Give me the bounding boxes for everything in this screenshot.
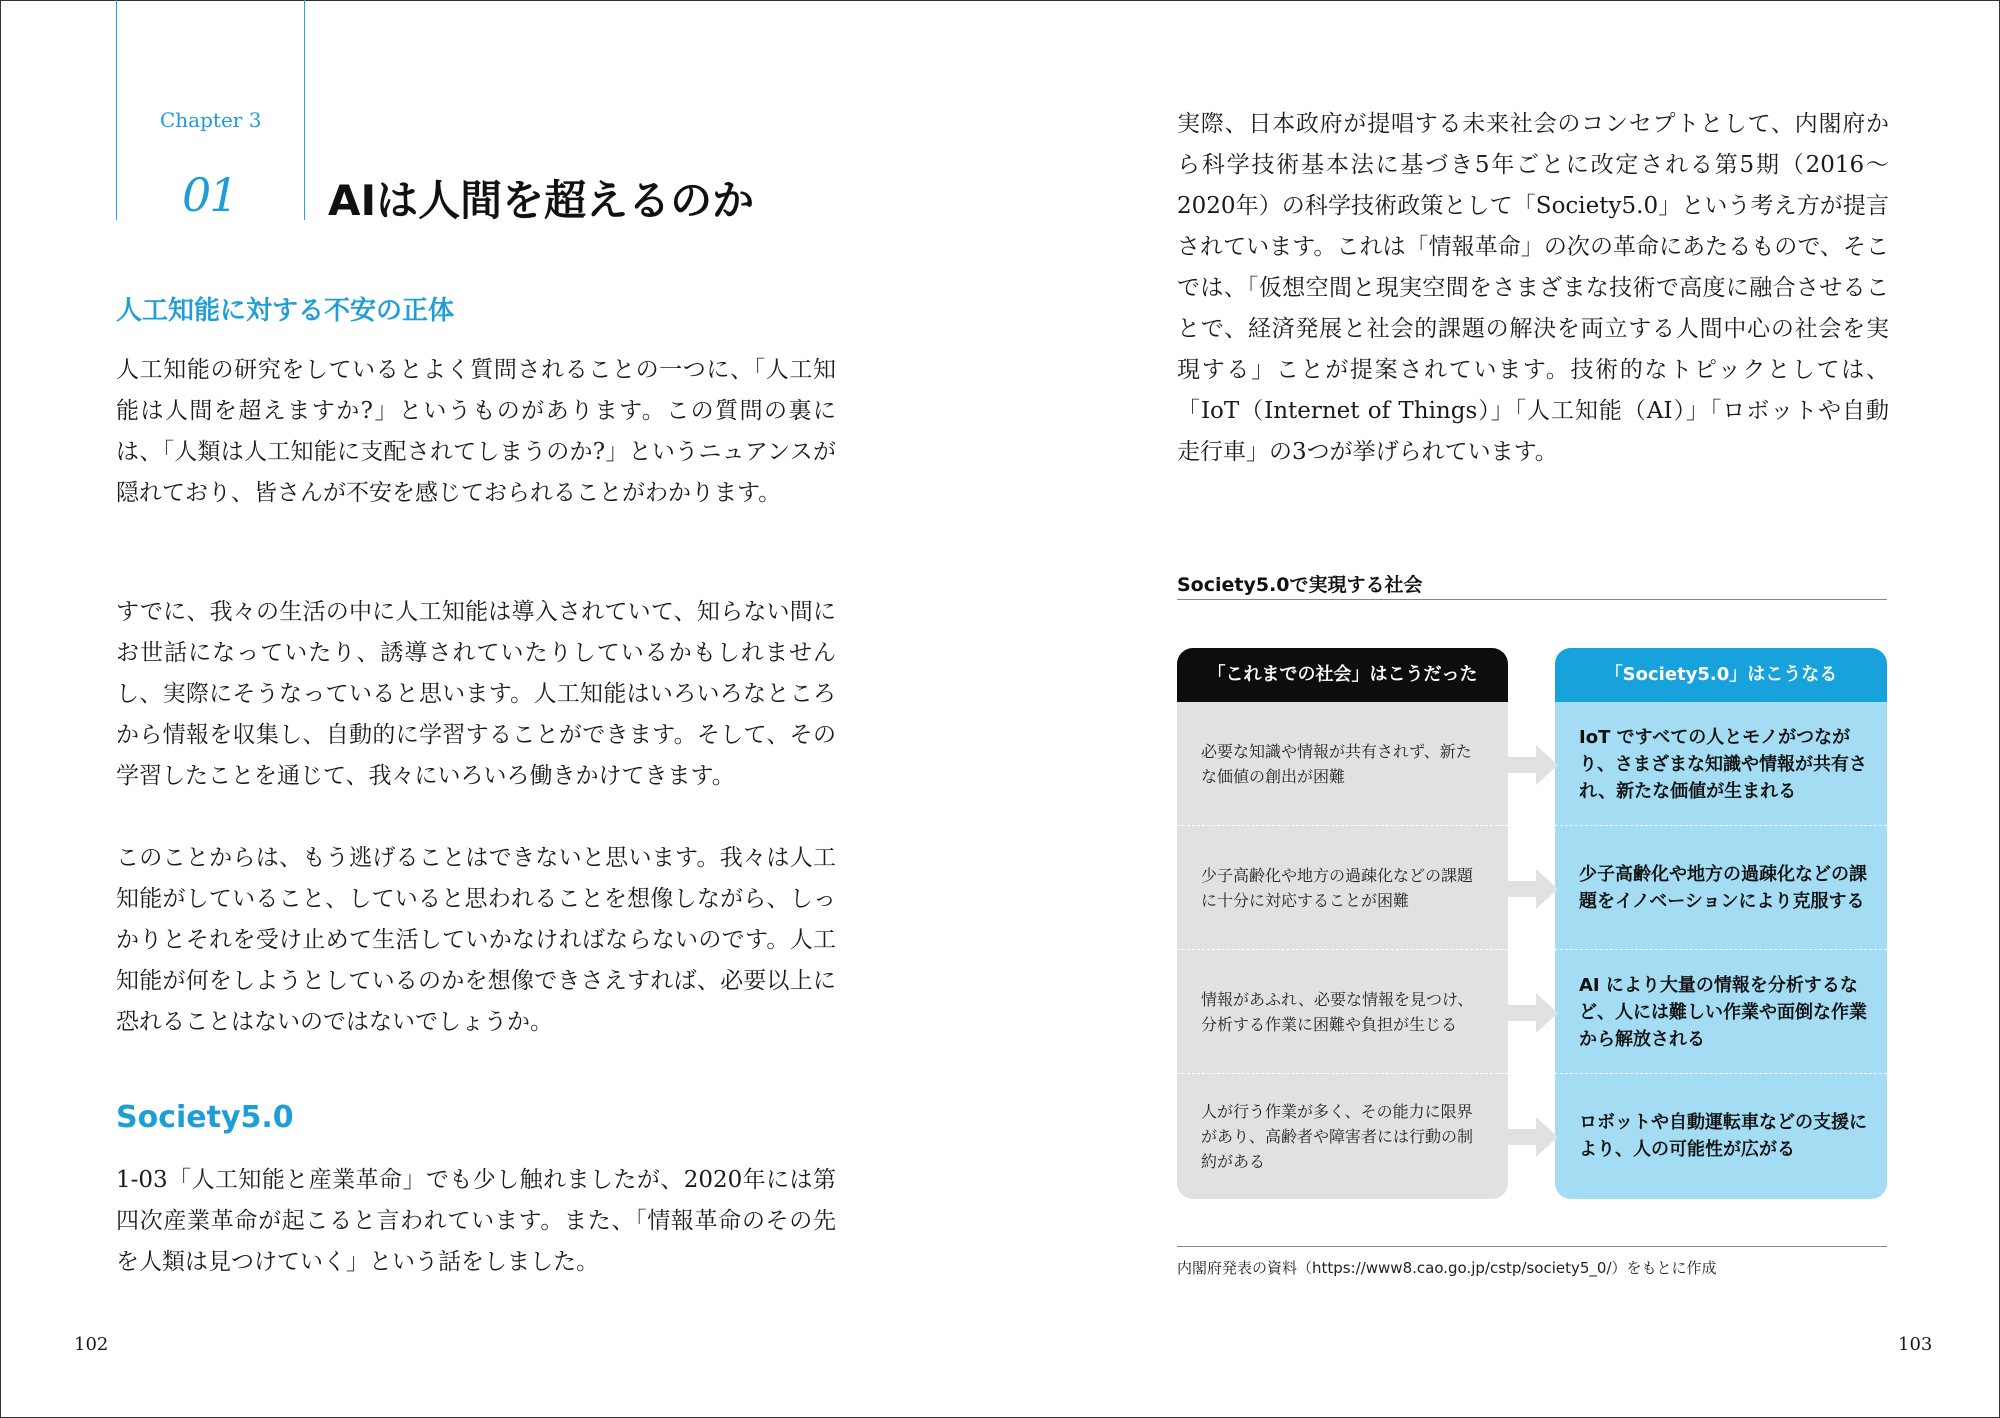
figure-header-before: 「これまでの社会」はこうだった <box>1177 648 1508 702</box>
before-text-2: 少子高齢化や地方の過疎化などの課題に十分に対応することが困難 <box>1201 866 1474 910</box>
paragraph-3: このことからは、もう逃げることはできないと思います。我々は人工知能がしていること、していると思われることを想像しながら、しっかりとそれを受け止めて生活していかなければならないのです。人工知能が何をしようとしているのかを想像できさえすれば、必要以上に恐れることはないのではないでしょうか。 <box>116 845 836 1035</box>
arrow-right-icon <box>1506 869 1558 909</box>
chapter-title: AIは人間を超えるのか <box>328 176 755 225</box>
chapter-number: 01 <box>182 168 237 222</box>
before-text-3: 情報があふれ、必要な情報を見つけ、分析する作業に困難や負担が生じる <box>1201 990 1474 1034</box>
after-cell-4 <box>1555 1074 1887 1198</box>
arrow-right-icon <box>1506 1117 1558 1157</box>
figure-column-after <box>1555 648 1887 1199</box>
section-heading-anxiety: 人工知能に対する不安の正体 <box>116 296 455 326</box>
section-heading-society: Society5.0 <box>116 1100 294 1135</box>
figure-header-after: 「Society5.0」はこうなる <box>1555 648 1887 702</box>
page-number-left: 102 <box>74 1334 109 1355</box>
before-cell-3 <box>1177 950 1508 1074</box>
paragraph-right: 実際、日本政府が提唱する未来社会のコンセプトとして、内閣府から科学技術基本法に基づき5年ごとに改定される第5期（2016～2020年）の科学技術政策として「Society5.0」という考え方が提言されています。これは「情報革命」の次の革命にあたるもので、そこでは、「仮想空間と現実空間をさまざまな技術で高度に融合させることで、経済発展と社会的課題の解決を両立する人間中心の社会を実現する」ことが提案されています。技術的なトピックとしては、「IoT（Internet of Things）」「人工知能（AI）」「ロボットや自動走行車」の3つが挙げられています。 <box>1177 111 1889 465</box>
after-cell-1 <box>1555 702 1887 826</box>
chapter-rule-right <box>304 0 305 220</box>
figure-rule-top <box>1177 599 1887 600</box>
figure-title: Society5.0で実現する社会 <box>1177 574 1423 596</box>
before-cell-4 <box>1177 1074 1508 1198</box>
before-text-1: 必要な知識や情報が共有されず、新たな価値の創出が困難 <box>1201 742 1472 786</box>
figure-rule-bottom <box>1177 1246 1887 1247</box>
arrow-right-icon <box>1506 745 1558 785</box>
paragraph-2: すでに、我々の生活の中に人工知能は導入されていて、知らない間にお世話になっていたり、誘導されていたりしているかもしれませんし、実際にそうなっていると思います。人工知能はいろいろなところから情報を収集し、自動的に学習することができます。そして、その学習したことを通じて、我々にいろいろ働きかけてきます。 <box>116 599 836 789</box>
figure-column-before <box>1177 648 1508 1199</box>
after-text-3: AI により大量の情報を分析するなど、人には難しい作業や面倒な作業から解放される <box>1579 974 1867 1050</box>
before-cell-1 <box>1177 702 1508 826</box>
before-cell-2 <box>1177 826 1508 950</box>
before-text-4: 人が行う作業が多く、その能力に限界があり、高齢者や障害者には行動の制約がある <box>1201 1101 1474 1171</box>
after-cell-2 <box>1555 826 1887 950</box>
after-text-1: IoT ですべての人とモノがつながり、さまざまな知識や情報が共有され、新たな価値が生まれる <box>1579 726 1867 802</box>
after-cell-3 <box>1555 950 1887 1074</box>
after-text-2: 少子高齢化や地方の過疎化などの課題をイノベーションにより克服する <box>1579 864 1867 912</box>
chapter-label: Chapter 3 <box>160 108 262 132</box>
figure-source: 内閣府発表の資料（https://www8.cao.go.jp/cstp/society5_0/）をもとに作成 <box>1177 1259 1717 1277</box>
arrow-right-icon <box>1506 993 1558 1033</box>
after-text-4: ロボットや自動運転車などの支援により、人の可能性が広がる <box>1579 1112 1867 1160</box>
chapter-rule-left <box>116 0 117 220</box>
page-number-right: 103 <box>1898 1334 1933 1355</box>
paragraph-4: 1-03「人工知能と産業革命」でも少し触れましたが、2020年には第四次産業革命が起こると言われています。また、「情報革命のその先を人類は見つけていく」という話をしました。 <box>116 1167 836 1275</box>
paragraph-1: 人工知能の研究をしているとよく質問されることの一つに、「人工知能は人間を超えますか?」というものがあります。この質問の裏には、「人類は人工知能に支配されてしまうのか?」というニュアンスが隠れており、皆さんが不安を感じておられることがわかります。 <box>116 357 836 506</box>
